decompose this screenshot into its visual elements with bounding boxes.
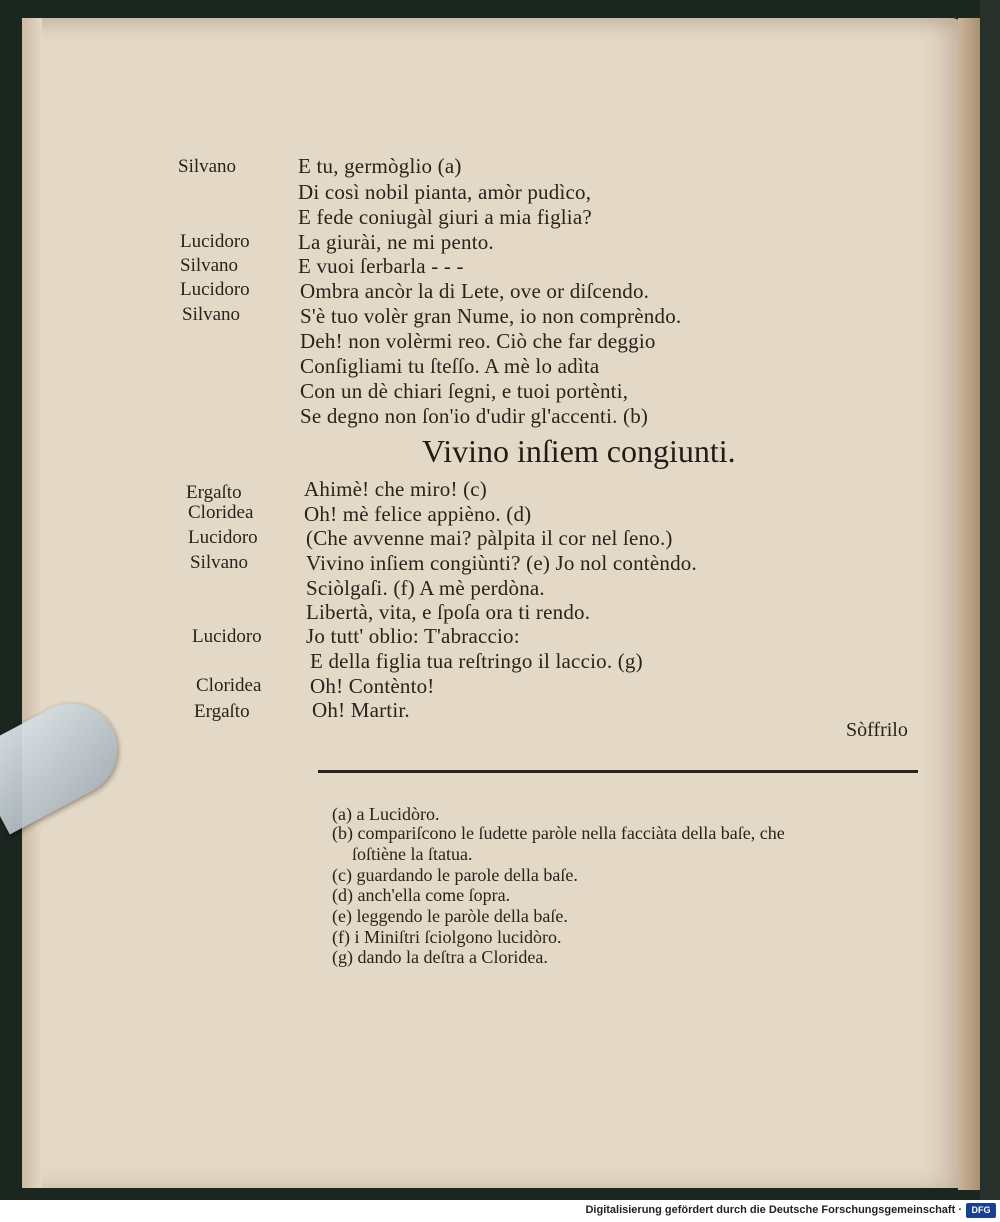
verse-line: Ahimè! che miro! (c)	[304, 477, 488, 501]
verse-line: (Che avvenne mai? pàlpita il cor nel ſeno.)	[306, 526, 673, 550]
speaker-label: Lucidoro	[180, 231, 250, 252]
dfg-logo-icon: DFG	[966, 1203, 996, 1218]
verse-line: Conſigliami tu ſteſſo. A mè lo adìta	[300, 354, 600, 378]
speaker-label: Silvano	[182, 304, 241, 325]
verse-line: Oh! Martir.	[312, 698, 410, 722]
verse-line: E vuoi ſerbarla - - -	[298, 254, 464, 278]
footnote-rule	[318, 770, 918, 773]
page-gutter	[22, 18, 42, 1188]
verse-line: Se degno non ſon'io d'udir gl'accenti. (b)	[300, 404, 649, 428]
verse-line: E fede coniugàl giuri a mia figlia?	[298, 205, 592, 229]
funding-credit: Digitalisierung gefördert durch die Deutsche Forschungsgemeinschaft ·	[585, 1204, 962, 1216]
verse-line: E della figlia tua reſtringo il laccio. (g)	[310, 649, 643, 673]
funding-credit-text: Digitalisierung gefördert durch die Deutsche Forschungsgemeinschaft	[585, 1204, 956, 1216]
catchword: Sòffrilo	[846, 719, 908, 741]
verse-line: Di così nobil pianta, amòr pudìco,	[298, 180, 592, 204]
verse-line: La giurài, ne mi pento.	[298, 230, 494, 254]
verse-line: Con un dè chiari ſegni, e tuoi portènti,	[300, 379, 629, 403]
footnote: (f) i Miniſtri ſciolgono lucidòro.	[332, 927, 562, 947]
footnote: (g) dando la deſtra a Cloridea.	[332, 947, 548, 967]
verse-line: E tu, germòglio (a)	[298, 154, 462, 178]
verse-line: Oh! mè felice appièno. (d)	[304, 502, 532, 526]
verse-line: Vivino inſiem congiùnti? (e) Jo nol contèndo.	[306, 551, 697, 575]
speaker-label: Lucidoro	[180, 279, 250, 300]
facing-page-edge	[958, 18, 980, 1190]
verse-line: Libertà, vita, e ſpoſa ora ti rendo.	[306, 600, 591, 624]
speaker-label: Silvano	[190, 552, 249, 573]
verse-line: S'è tuo volèr gran Nume, io non comprèndo.	[300, 304, 682, 328]
speaker-label: Silvano	[180, 255, 239, 276]
speaker-label: Cloridea	[188, 502, 254, 523]
speaker-label: Ergaſto	[194, 701, 250, 722]
inscription-heading: Vivino inſiem congiunti.	[422, 433, 736, 469]
verse-line: Sciòlgaſi. (f) A mè perdòna.	[306, 576, 545, 600]
verse-line: Jo tutt' oblio: T'abraccio:	[306, 624, 520, 648]
footnote: (e) leggendo le paròle della baſe.	[332, 906, 568, 926]
footnote: (a) a Lucidòro.	[332, 804, 440, 824]
speaker-label: Lucidoro	[192, 626, 262, 647]
speaker-label: Lucidoro	[188, 527, 258, 548]
footnote: (c) guardando le parole della baſe.	[332, 865, 578, 885]
speaker-label: Ergaſto	[186, 482, 242, 503]
speaker-label: Silvano	[178, 156, 237, 177]
footnote: ſoſtiène la ſtatua.	[352, 844, 473, 864]
speaker-label: Cloridea	[196, 675, 262, 696]
scan-margin	[980, 0, 1000, 1200]
verse-line: Deh! non volèrmi reo. Ciò che far deggio	[300, 329, 656, 353]
footnote: (d) anch'ella come ſopra.	[332, 885, 511, 905]
verse-line: Oh! Contènto!	[310, 674, 435, 698]
footnote: (b) compariſcono le ſudette paròle nella facciàta della baſe, che	[332, 823, 785, 843]
verse-line: Ombra ancòr la di Lete, ove or diſcendo.	[300, 279, 650, 303]
